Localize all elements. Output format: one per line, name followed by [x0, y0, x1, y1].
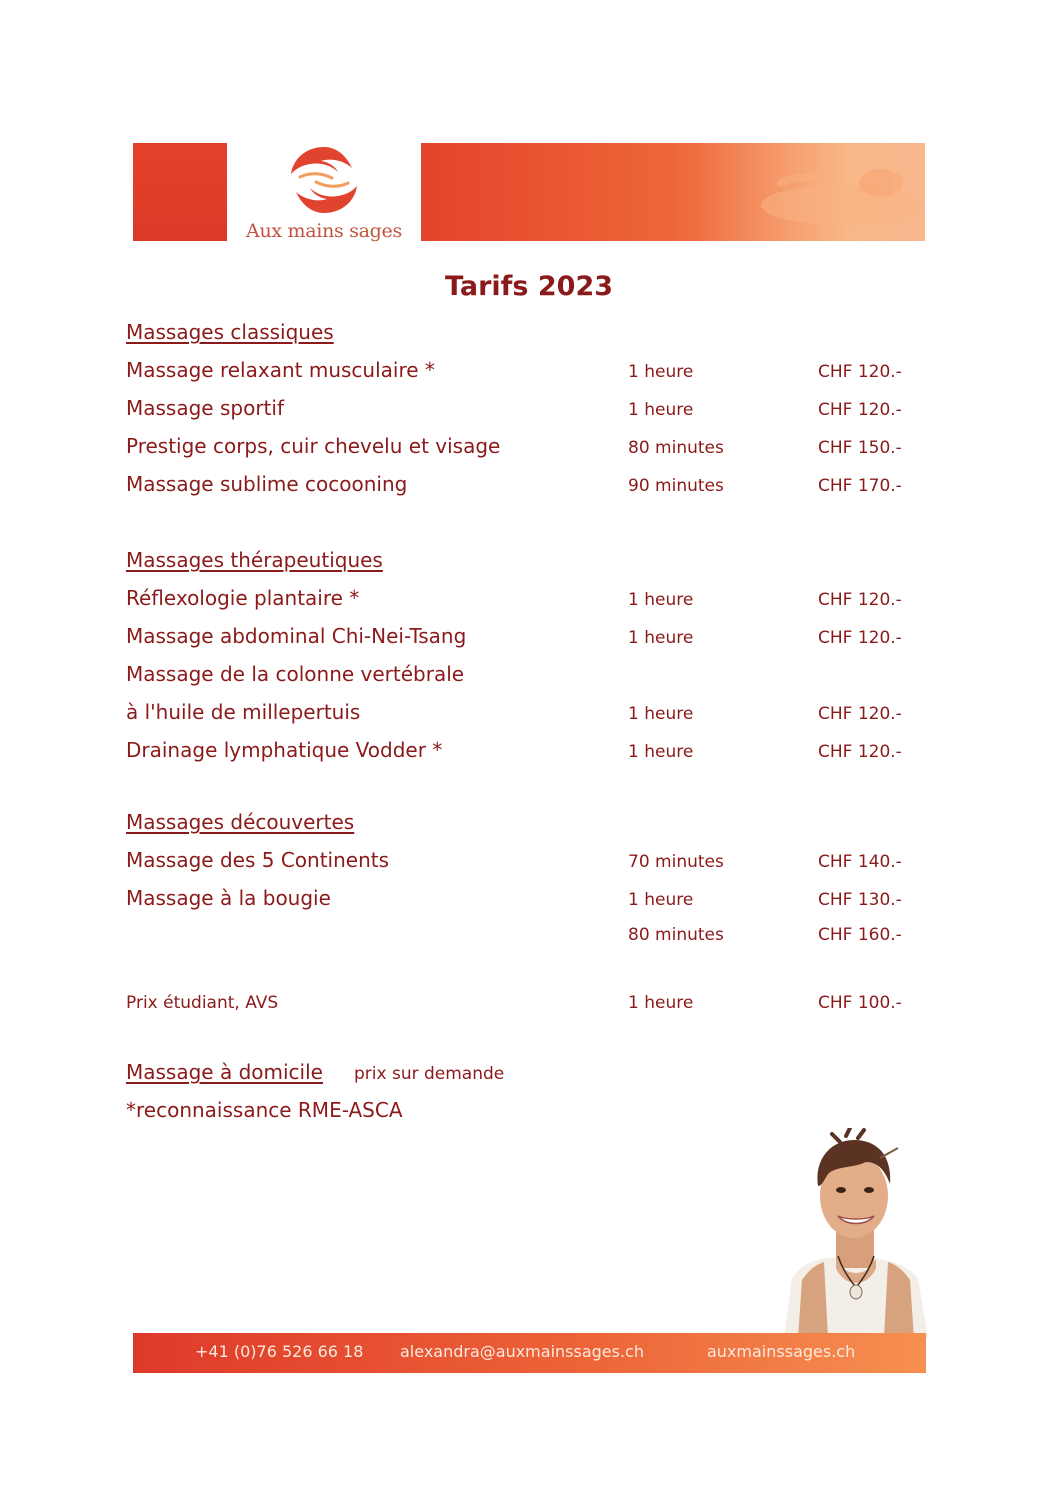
- section-title-classiques: Massages classiques: [126, 320, 334, 344]
- service-price: CHF 120.-: [818, 590, 902, 610]
- footer-website[interactable]: auxmainssages.ch: [707, 1342, 856, 1361]
- section-title-therapeutiques: Massages thérapeutiques: [126, 548, 383, 572]
- service-name: à l'huile de millepertuis: [126, 700, 361, 724]
- service-price: CHF 120.-: [818, 742, 902, 762]
- service-name: Massage abdominal Chi-Nei-Tsang: [126, 624, 467, 648]
- service-name: Drainage lymphatique Vodder *: [126, 738, 443, 762]
- portrait-photo: [784, 1128, 928, 1338]
- service-duration: 1 heure: [628, 590, 694, 610]
- person-portrait-icon: [784, 1128, 928, 1338]
- service-name: Massage de la colonne vertébrale: [126, 662, 465, 686]
- service-price: CHF 140.-: [818, 852, 902, 872]
- service-duration: 1 heure: [628, 704, 694, 724]
- logo: [232, 140, 416, 250]
- home-massage-note: prix sur demande: [354, 1064, 505, 1084]
- service-name: Prestige corps, cuir chevelu et visage: [126, 434, 501, 458]
- service-price: CHF 120.-: [818, 704, 902, 724]
- service-name: Massage relaxant musculaire *: [126, 358, 435, 382]
- massage-photo-icon: [421, 143, 925, 241]
- service-price: CHF 160.-: [818, 925, 902, 945]
- service-duration: 1 heure: [628, 400, 694, 420]
- footnote: *reconnaissance RME-ASCA: [126, 1098, 403, 1122]
- service-price: CHF 120.-: [818, 400, 902, 420]
- home-massage-title: Massage à domicile: [126, 1060, 323, 1084]
- section-title-decouvertes: Massages découvertes: [126, 810, 355, 834]
- header-block-left: [133, 143, 227, 241]
- service-name: Réflexologie plantaire *: [126, 586, 360, 610]
- service-name: Massage sublime cocooning: [126, 472, 408, 496]
- service-duration: 80 minutes: [628, 438, 724, 458]
- service-price: CHF 130.-: [818, 890, 902, 910]
- service-duration: 70 minutes: [628, 852, 724, 872]
- service-price: CHF 120.-: [818, 362, 902, 382]
- service-price: CHF 120.-: [818, 628, 902, 648]
- service-name: Massage des 5 Continents: [126, 848, 390, 872]
- student-price: CHF 100.-: [818, 993, 902, 1013]
- service-duration: 1 heure: [628, 742, 694, 762]
- service-price: CHF 170.-: [818, 476, 902, 496]
- student-price-label: Prix étudiant, AVS: [126, 993, 279, 1013]
- service-name: Massage à la bougie: [126, 886, 331, 910]
- student-duration: 1 heure: [628, 993, 694, 1013]
- footer-phone[interactable]: +41 (0)76 526 66 18: [195, 1342, 364, 1361]
- header-banner-photo: [421, 143, 925, 241]
- service-duration: 90 minutes: [628, 476, 724, 496]
- footer-bar: [133, 1333, 926, 1373]
- service-duration: 1 heure: [628, 362, 694, 382]
- logo-text: Aux mains sages: [246, 220, 402, 242]
- page-title: Tarifs 2023: [444, 271, 614, 302]
- service-duration: 80 minutes: [628, 925, 724, 945]
- service-duration: 1 heure: [628, 890, 694, 910]
- hands-logo-icon: [288, 144, 360, 216]
- footer-email[interactable]: alexandra@auxmainssages.ch: [400, 1342, 644, 1361]
- service-price: CHF 150.-: [818, 438, 902, 458]
- service-duration: 1 heure: [628, 628, 694, 648]
- service-name: Massage sportif: [126, 396, 284, 420]
